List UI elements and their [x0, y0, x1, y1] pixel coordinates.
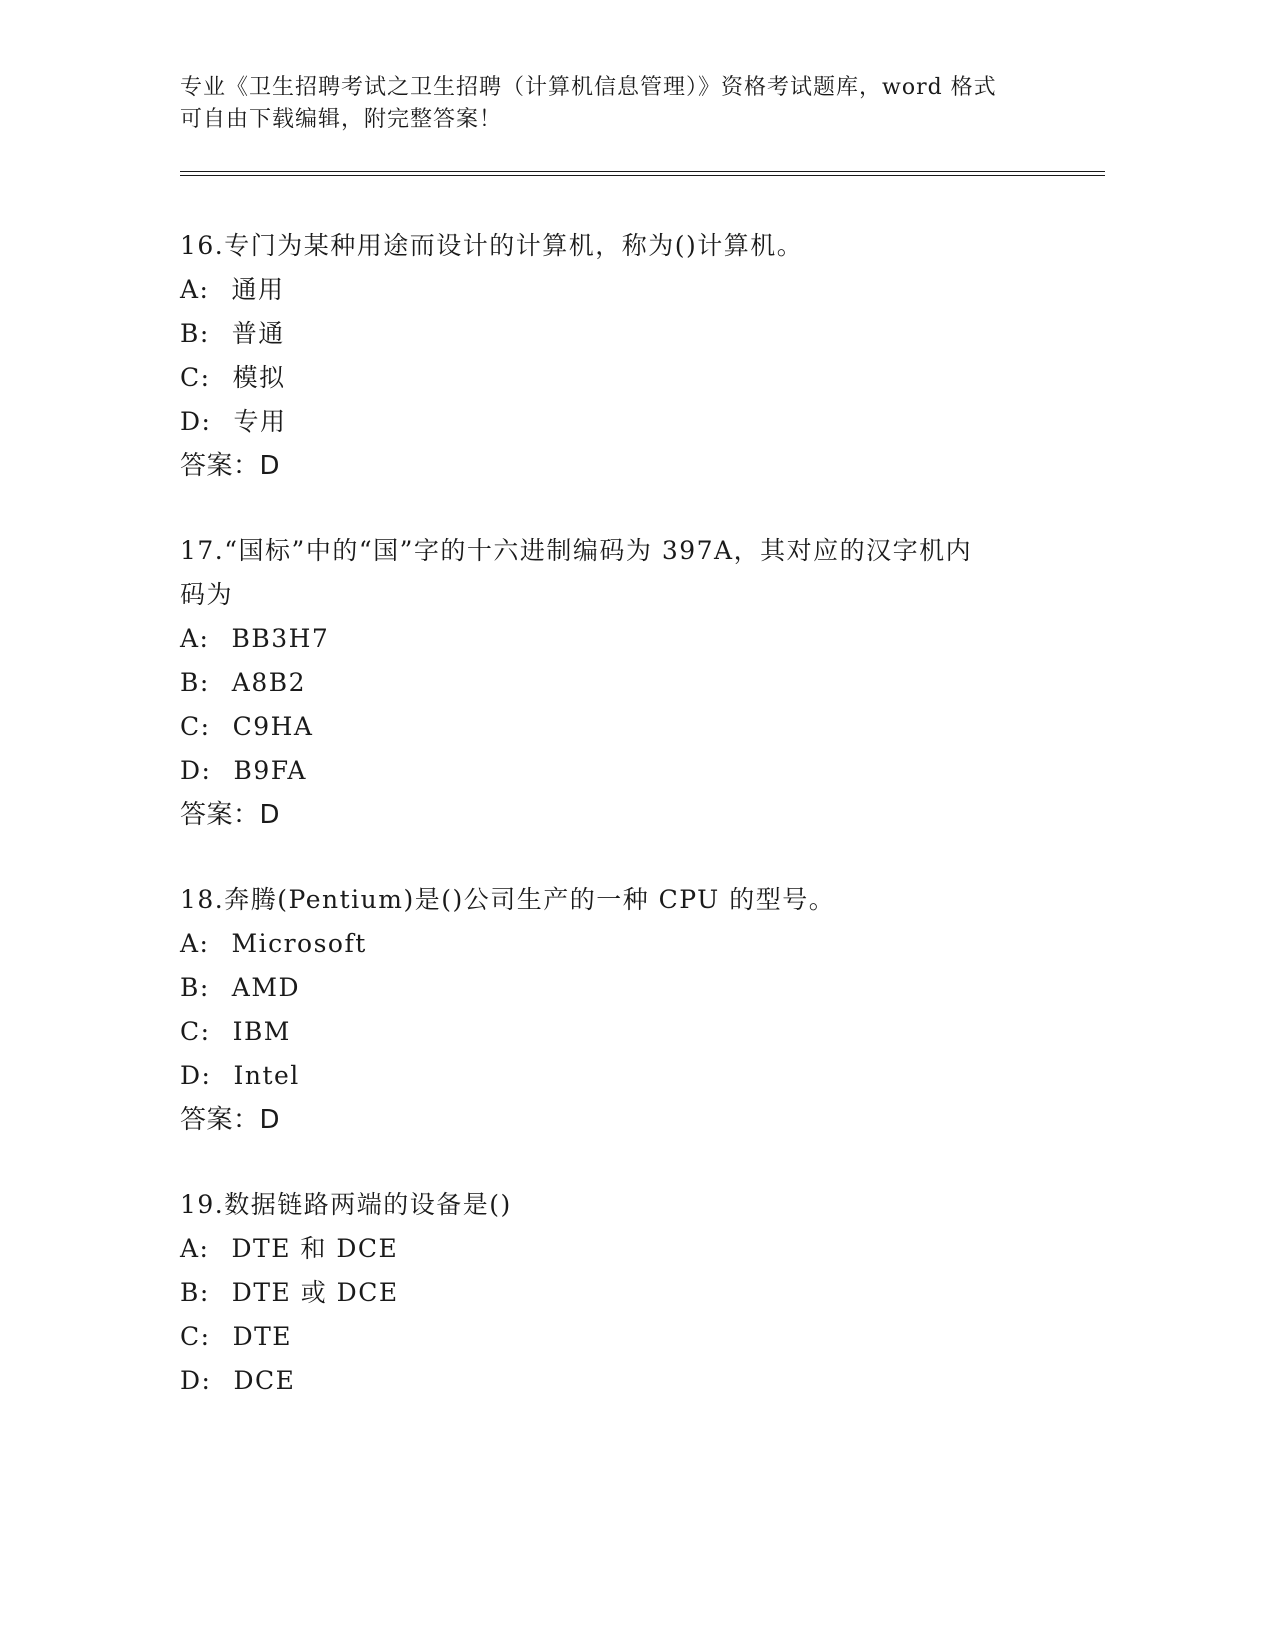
question-17 — [180, 529, 1060, 837]
question-19 — [180, 1183, 1060, 1403]
question-16 — [180, 224, 1060, 488]
option-a — [180, 268, 1060, 312]
option-text: DCE — [233, 1366, 296, 1395]
option-text: 模拟 — [232, 363, 286, 392]
option-b — [180, 966, 1060, 1010]
question-stem-continued: 码为 — [180, 580, 234, 609]
option-a — [180, 922, 1060, 966]
option-d — [180, 400, 1060, 444]
option-letter: B: — [180, 319, 210, 348]
answer-line: 答案：D — [180, 451, 281, 481]
option-text: Microsoft — [231, 929, 367, 958]
question-stem: 16.专门为某种用途而设计的计算机，称为()计算机。 — [180, 231, 804, 260]
option-d — [180, 1054, 1060, 1098]
option-c — [180, 1315, 1060, 1359]
option-text: C9HA — [232, 712, 314, 741]
option-text: DTE — [232, 1322, 293, 1351]
option-letter: D: — [180, 756, 212, 785]
question-stem: 17.“国标”中的“国”字的十六进制编码为 397A，其对应的汉字机内 — [180, 536, 973, 565]
header-divider-bottom — [180, 175, 1105, 176]
answer-line: 答案：D — [180, 1105, 281, 1135]
document-header — [180, 72, 1060, 136]
answer-line: 答案：D — [180, 800, 281, 830]
option-text: 专用 — [233, 407, 287, 436]
option-d — [180, 1359, 1060, 1403]
option-c — [180, 1010, 1060, 1054]
option-letter: A: — [180, 929, 210, 958]
option-letter: C: — [180, 363, 211, 392]
option-c — [180, 356, 1060, 400]
header-line-1: 专业《卫生招聘考试之卫生招聘（计算机信息管理）》资格考试题库，word 格式 — [180, 75, 997, 100]
option-text: DTE 和 DCE — [231, 1234, 399, 1263]
option-text: Intel — [233, 1061, 300, 1090]
option-text: BB3H7 — [231, 624, 330, 653]
option-letter: B: — [180, 668, 210, 697]
option-letter: D: — [180, 407, 212, 436]
option-text: AMD — [231, 973, 300, 1002]
option-letter: A: — [180, 275, 210, 304]
option-text: B9FA — [233, 756, 307, 785]
question-stem: 18.奔腾(Pentium)是()公司生产的一种 CPU 的型号。 — [180, 885, 836, 914]
option-letter: A: — [180, 1234, 210, 1263]
option-text: IBM — [232, 1017, 291, 1046]
option-letter: C: — [180, 1017, 211, 1046]
option-a — [180, 617, 1060, 661]
header-line-2: 可自由下载编辑，附完整答案！ — [180, 107, 503, 132]
option-text: DTE 或 DCE — [231, 1278, 399, 1307]
option-b — [180, 312, 1060, 356]
option-letter: D: — [180, 1366, 212, 1395]
header-divider-top — [180, 171, 1105, 172]
option-letter: B: — [180, 973, 210, 1002]
option-text: A8B2 — [231, 668, 307, 697]
option-letter: C: — [180, 1322, 211, 1351]
option-text: 普通 — [231, 319, 285, 348]
question-stem: 19.数据链路两端的设备是() — [180, 1190, 512, 1219]
option-letter: C: — [180, 712, 211, 741]
option-d — [180, 749, 1060, 793]
option-letter: B: — [180, 1278, 210, 1307]
question-18 — [180, 878, 1060, 1142]
option-text: 通用 — [231, 275, 285, 304]
option-c — [180, 705, 1060, 749]
option-a — [180, 1227, 1060, 1271]
option-b — [180, 1271, 1060, 1315]
option-letter: A: — [180, 624, 210, 653]
option-b — [180, 661, 1060, 705]
option-letter: D: — [180, 1061, 212, 1090]
